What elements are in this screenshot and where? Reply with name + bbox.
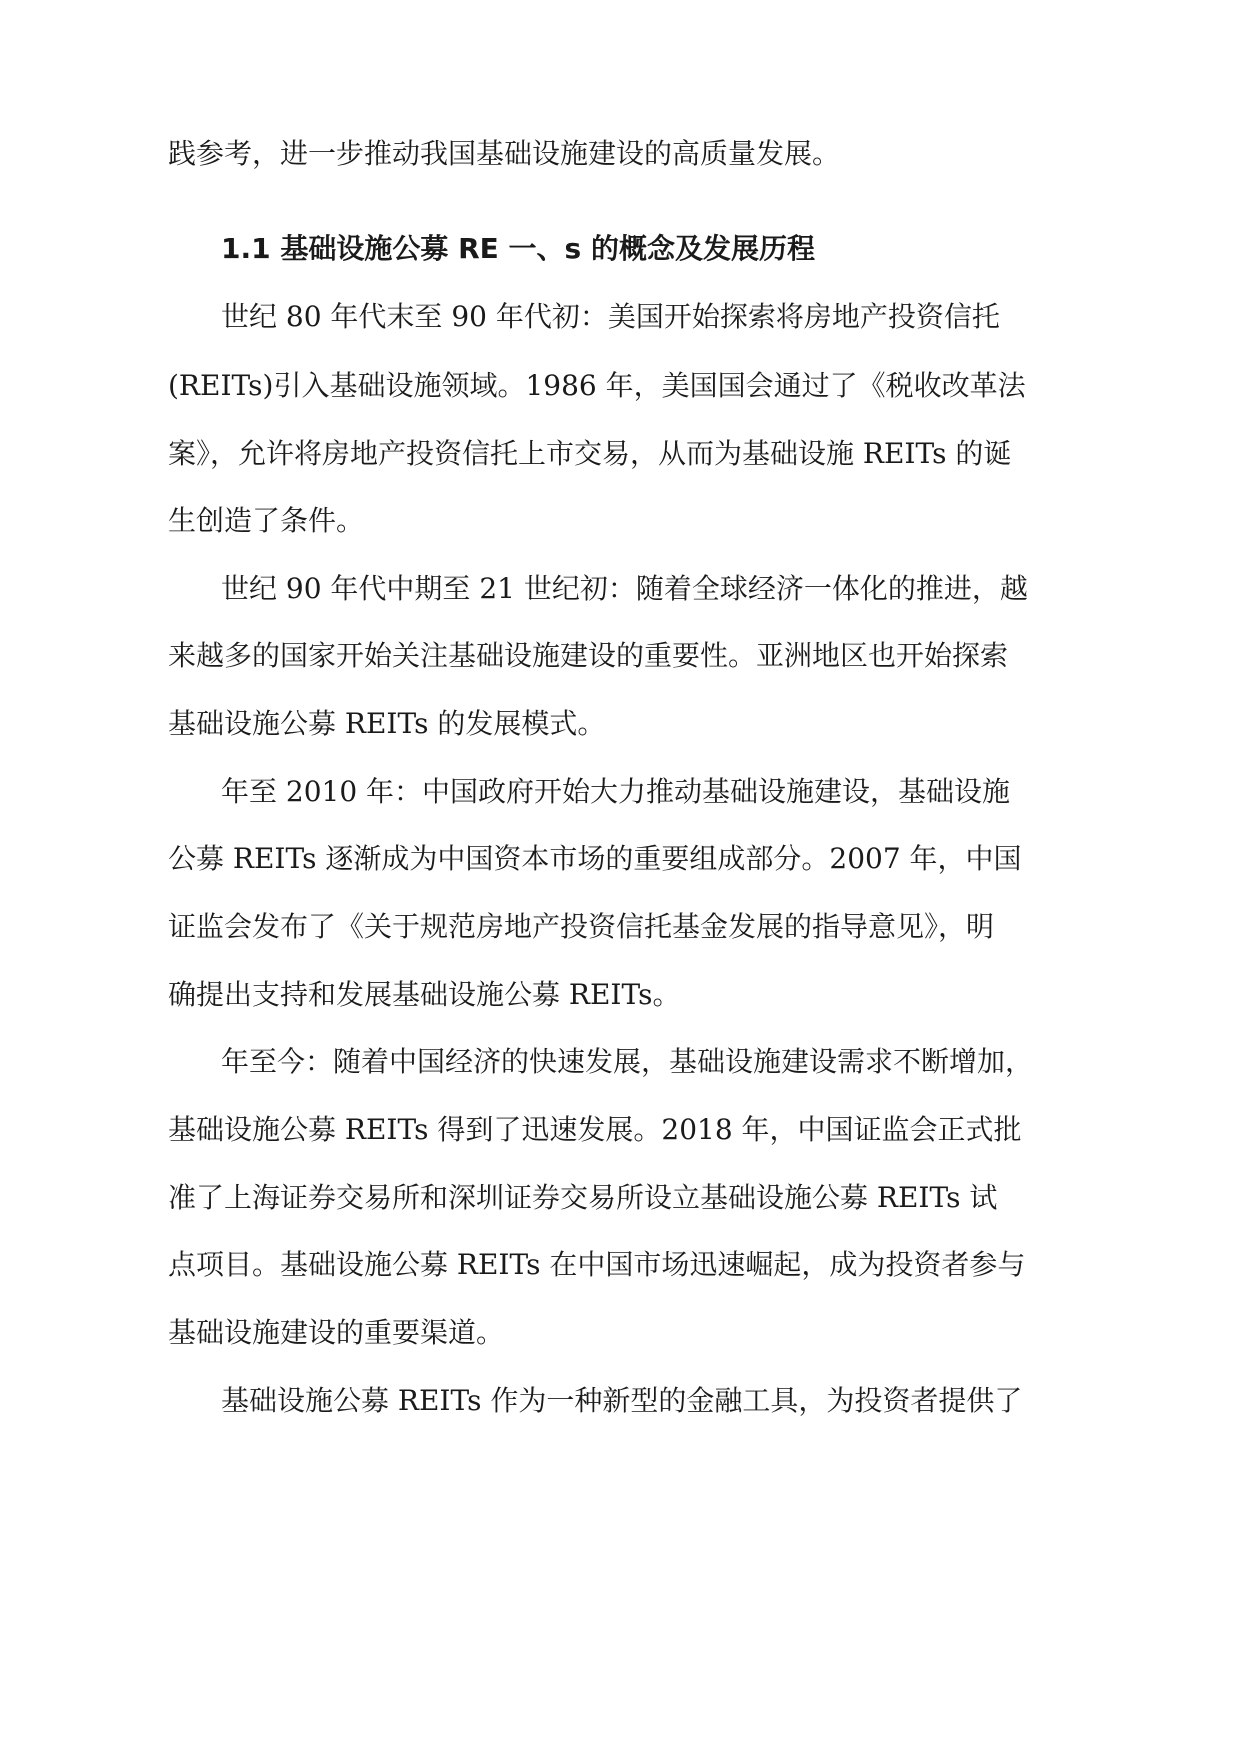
- paragraph-1-line-3: 案》，允许将房地产投资信托上市交易，从而为基础设施 REITs 的诞: [168, 437, 1012, 470]
- paragraph-2-line-1: 世纪 90 年代中期至 21 世纪初：随着全球经济一体化的推进，越: [221, 572, 1028, 605]
- paragraph-1-line-4: 生创造了条件。: [168, 504, 365, 537]
- paragraph-5-line-1: 基础设施公募 REITs 作为一种新型的金融工具，为投资者提供了: [221, 1384, 1023, 1417]
- intro-continuation-line: 践参考，进一步推动我国基础设施建设的高质量发展。: [168, 137, 841, 170]
- paragraph-3-line-1: 年至 2010 年：中国政府开始大力推动基础设施建设，基础设施: [221, 775, 1011, 808]
- paragraph-4-line-4: 点项目。基础设施公募 REITs 在中国市场迅速崛起，成为投资者参与: [168, 1248, 1026, 1281]
- section-heading: 1.1 基础设施公募 RE 一、s 的概念及发展历程: [221, 232, 815, 265]
- paragraph-3-line-3: 证监会发布了《关于规范房地产投资信托基金发展的指导意见》，明: [168, 910, 995, 943]
- paragraph-2-line-2: 来越多的国家开始关注基础设施建设的重要性。亚洲地区也开始探索: [168, 639, 1009, 672]
- paragraph-4-line-2: 基础设施公募 REITs 得到了迅速发展。2018 年，中国证监会正式批: [168, 1113, 1022, 1146]
- paragraph-4-line-5: 基础设施建设的重要渠道。: [168, 1316, 505, 1349]
- paragraph-4-line-3: 准了上海证券交易所和深圳证券交易所设立基础设施公募 REITs 试: [168, 1181, 998, 1214]
- paragraph-1-line-2: (REITs)引入基础设施领域。1986 年，美国国会通过了《税收改革法: [168, 369, 1026, 402]
- paragraph-1-line-1: 世纪 80 年代末至 90 年代初：美国开始探索将房地产投资信托: [221, 300, 1000, 333]
- paragraph-4-line-1: 年至今：随着中国经济的快速发展，基础设施建设需求不断增加，: [221, 1045, 1034, 1078]
- paragraph-3-line-2: 公募 REITs 逐渐成为中国资本市场的重要组成部分。2007 年，中国: [168, 842, 1022, 875]
- paragraph-2-line-3: 基础设施公募 REITs 的发展模式。: [168, 707, 606, 740]
- paragraph-3-line-4: 确提出支持和发展基础设施公募 REITs。: [168, 978, 681, 1011]
